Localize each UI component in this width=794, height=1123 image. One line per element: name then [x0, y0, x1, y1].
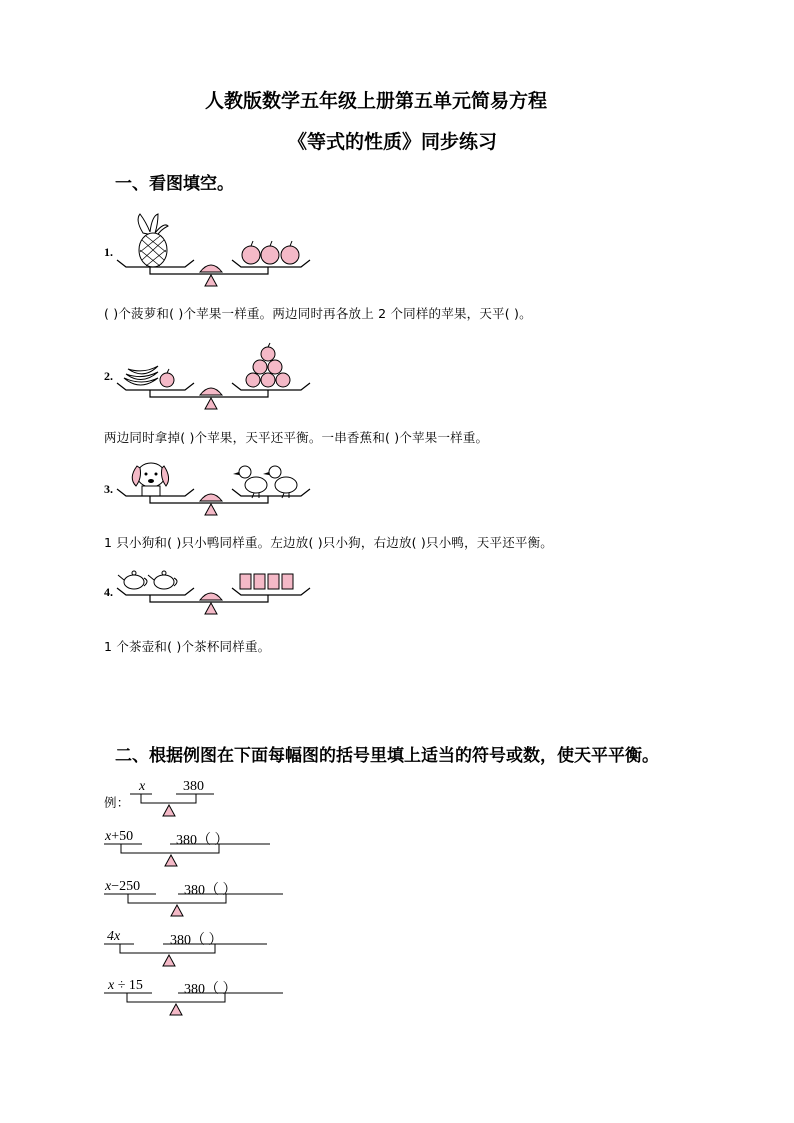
row-4-right: 380（ ）: [184, 982, 237, 997]
example-label: 例：: [104, 795, 130, 810]
item-1-number: 1.: [104, 245, 113, 259]
item-4-number: 4.: [104, 585, 113, 599]
item-3-text: 1 只小狗和( )只小鸭同样重。左边放( )只小狗，右边放( )只小鸭，天平还平衡。: [104, 535, 554, 550]
page-title: 人教版数学五年级上册第五单元简易方程: [205, 90, 548, 112]
example-left: x: [139, 779, 146, 794]
page-subtitle: 《等式的性质》同步练习: [288, 131, 498, 153]
row-1-right: 380（ ）: [176, 833, 229, 848]
item-1-text: ( )个菠萝和( )个苹果一样重。两边同时再各放上 2 个同样的苹果，天平( )。: [104, 306, 532, 321]
row-3-left: 4x: [107, 929, 121, 944]
row-3-right: 380（ ）: [170, 933, 223, 948]
item-3-number: 3.: [104, 482, 113, 496]
item-4-text: 1 个茶壶和( )个茶杯同样重。: [104, 639, 271, 654]
item-2-number: 2.: [104, 369, 113, 383]
example-right: 380: [183, 779, 204, 794]
section-1-heading: 一、看图填空。: [115, 174, 234, 194]
row-2-right: 380（ ）: [184, 883, 237, 898]
row-2-left: x−250: [105, 879, 141, 894]
row-4-left: x ÷ 15: [108, 978, 143, 993]
item-2-text: 两边同时拿掉( )个苹果，天平还平衡。一串香蕉和( )个苹果一样重。: [104, 430, 489, 445]
row-1-left: x+50: [105, 829, 134, 844]
section-2-heading: 二、根据例图在下面每幅图的括号里填上适当的符号或数，使天平平衡。: [115, 746, 659, 766]
